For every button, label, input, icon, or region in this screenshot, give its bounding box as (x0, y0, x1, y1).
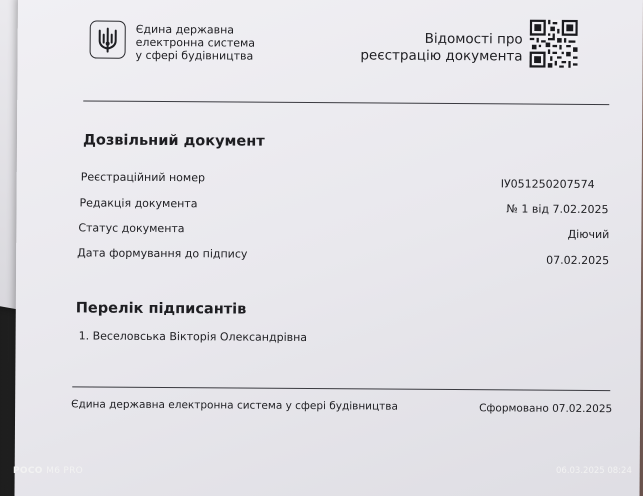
org-name-line2: електронна система (135, 35, 256, 50)
permit-heading: Дозвільний документ (82, 132, 265, 150)
org-name-line3: у сфері будівництва (135, 48, 254, 63)
status-value: Діючий (567, 227, 610, 242)
title-line1: Відомості про (424, 30, 523, 48)
status-label: Статус документа (78, 221, 185, 236)
edition-value: № 1 від 7.02.2025 (506, 202, 609, 217)
formed-date-value: 07.02.2025 (546, 253, 610, 268)
edition-label: Редакція документа (79, 196, 198, 211)
trident-icon (90, 21, 126, 59)
camera-brand: POCO (13, 466, 43, 476)
header-divider (83, 100, 609, 105)
footer-divider (72, 386, 610, 391)
title-line2: реєстрацію документа (360, 47, 523, 65)
reg-number-label: Реєстраційний номер (80, 170, 206, 185)
photo-timestamp: 06.03.2025 08:24 (556, 466, 632, 476)
footer-formed-date: Сформовано 07.02.2025 (479, 402, 613, 416)
footer-system-name: Єдина державна електронна система у сфері будівництва (71, 398, 398, 413)
signers-heading: Перелік підписантів (75, 300, 247, 318)
org-name-line1: Єдина державна (135, 22, 235, 37)
reg-number-value: ІУ051250207574 (500, 177, 595, 192)
org-name (136, 23, 296, 63)
formed-date-label: Дата формування до підпису (77, 246, 248, 261)
document-page (14, 0, 643, 496)
document-title (343, 30, 523, 65)
signer-item: 1. Веселовська Вікторія Олександрівна (78, 329, 308, 345)
camera-watermark (13, 466, 83, 476)
qr-code-icon (529, 20, 577, 68)
camera-model: M6 PRO (46, 466, 84, 476)
